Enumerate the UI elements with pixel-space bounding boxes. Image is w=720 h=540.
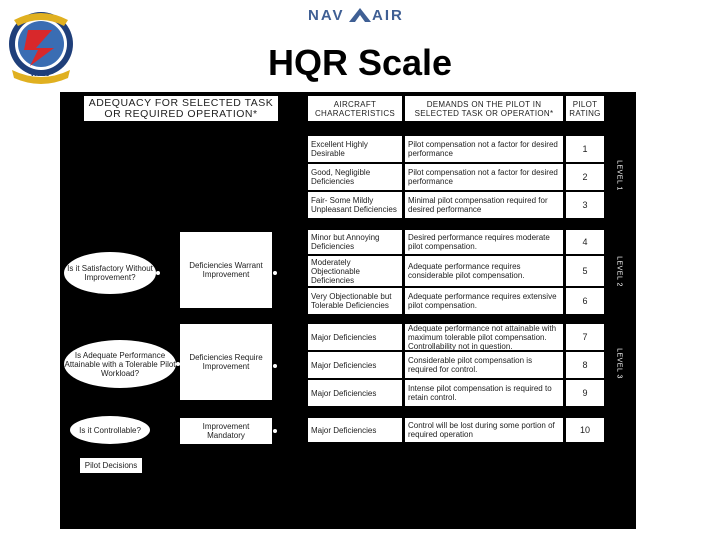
page-title: HQR Scale [267,42,453,83]
level-1-label: LEVEL 1 [615,160,623,191]
adequacy-header: ADEQUACY FOR SELECTED TASK OR REQUIRED OPERATION* [84,96,278,121]
connector-dot [273,429,277,433]
rating-cell: 10 [566,418,604,442]
demands-header: DEMANDS ON THE PILOT IN SELECTED TASK OR OPERATION* [405,96,563,121]
wing-icon [349,7,371,23]
connector-dot [156,271,160,275]
demands-cell: Adequate performance requires considerable pilot compensation. [405,256,563,286]
demands-cell: Pilot compensation not a factor for desired performance [405,136,563,162]
rating-cell: 6 [566,288,604,314]
characteristics-cell: Good, Negligible Deficiencies [308,164,402,190]
connector-dot [176,362,180,366]
navair-logo [308,5,424,27]
outcome-improvement-mandatory: Improvement Mandatory [180,418,272,444]
demands-cell: Minimal pilot compensation required for desired performance [405,192,563,218]
demands-cell: Pilot compensation not a factor for desired performance [405,164,563,190]
level-2-label: LEVEL 2 [615,256,623,287]
rating-cell: 1 [566,136,604,162]
rating-cell: 4 [566,230,604,254]
demands-cell: Intense pilot compensation is required to retain control. [405,380,563,406]
characteristics-cell: Minor but Annoying Deficiencies [308,230,402,254]
rating-header: PILOT RATING [566,96,604,121]
question-adequate-performance: Is Adequate Performance Attainable with a Tolerable Pilot Workload? [64,340,176,388]
characteristics-cell: Very Objectionable but Tolerable Deficiencies [308,288,402,314]
question-controllable: Is it Controllable? [70,416,150,444]
badge-text: VX-23 [30,71,50,78]
hqr-scale-chart [60,92,636,529]
squadron-badge-logo [6,8,76,84]
question-satisfactory: Is it Satisfactory Without Improvement? [64,252,156,294]
connector-dot [273,271,277,275]
demands-cell: Considerable pilot compensation is required for control. [405,352,563,378]
logo-nav-text: NAV [308,7,345,24]
rating-cell: 5 [566,256,604,286]
demands-cell: Desired performance requires moderate pilot compensation. [405,230,563,254]
characteristics-header: AIRCRAFT CHARACTERISTICS [308,96,402,121]
characteristics-cell: Major Deficiencies [308,352,402,378]
demands-cell: Adequate performance requires extensive pilot compensation. [405,288,563,314]
rating-cell: 2 [566,164,604,190]
characteristics-cell: Major Deficiencies [308,418,402,442]
pilot-decisions-label: Pilot Decisions [80,458,142,473]
level-3-label: LEVEL 3 [615,348,623,379]
characteristics-cell: Moderately Objectionable Deficiencies [308,256,402,286]
characteristics-cell: Major Deficiencies [308,380,402,406]
demands-cell: Adequate performance not attainable with maximum tolerable pilot compensation. Controllability not in question. [405,324,563,350]
connector-dot [273,364,277,368]
rating-cell: 7 [566,324,604,350]
rating-cell: 3 [566,192,604,218]
demands-cell: Control will be lost during some portion of required operation [405,418,563,442]
outcome-warrant-improvement: Deficiencies Warrant Improvement [180,232,272,308]
characteristics-cell: Fair- Some Mildly Unpleasant Deficiencies [308,192,402,218]
characteristics-cell: Excellent Highly Desirable [308,136,402,162]
outcome-require-improvement: Deficiencies Require Improvement [180,324,272,400]
logo-air-text: AIR [372,7,404,24]
rating-cell: 9 [566,380,604,406]
characteristics-cell: Major Deficiencies [308,324,402,350]
rating-cell: 8 [566,352,604,378]
